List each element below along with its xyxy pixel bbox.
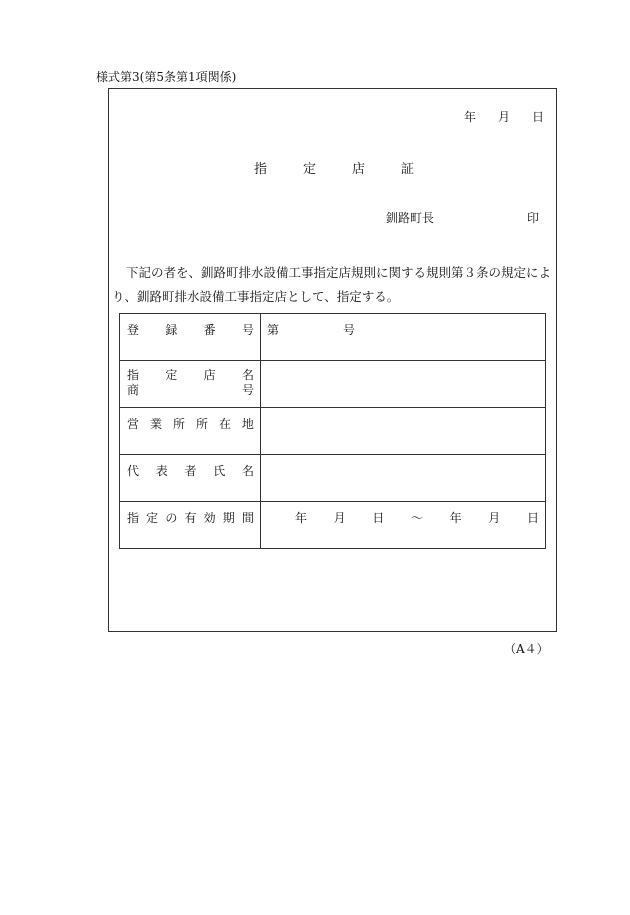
label-char: 名 (241, 464, 254, 478)
label-char: 氏 (213, 464, 226, 478)
form-number: 様式第3(第5条第1項関係) (96, 70, 237, 84)
page-size-note: （A４） (504, 642, 549, 656)
label-char: 登 (127, 323, 140, 337)
label-char: 定 (146, 511, 159, 525)
representative-label (120, 455, 261, 502)
period-char: 月 (488, 511, 501, 525)
date-day: 日 (531, 110, 544, 124)
label-char: 有 (184, 511, 197, 525)
validity-period-value (261, 502, 546, 549)
label-char: 期 (222, 511, 235, 525)
label-char: 者 (184, 464, 197, 478)
label-char: 店 (203, 368, 216, 382)
number-prefix: 第 (267, 323, 280, 337)
label-char: 代 (127, 464, 140, 478)
label-char: 番 (203, 323, 216, 337)
label-char: 在 (218, 417, 231, 431)
representative-value (261, 455, 546, 502)
date-month: 月 (497, 110, 510, 124)
label-char: 効 (203, 511, 216, 525)
label-char: 地 (241, 417, 254, 431)
table-row (120, 502, 546, 549)
label-char: 指 (127, 368, 140, 382)
store-name-label (120, 361, 261, 408)
label-char: 号 (241, 323, 254, 337)
date-year: 年 (463, 110, 476, 124)
registration-number-label (120, 314, 261, 361)
label-char: 録 (165, 323, 178, 337)
title-char: 定 (303, 162, 317, 177)
issuer: 釧路町長 (386, 211, 435, 225)
table-row (120, 408, 546, 455)
body-text: 下記の者を、釧路町排水設備工事指定店規則に関する規則第３条の規定により、釧路町排水設備工事指定店として、指定する。 (112, 265, 552, 304)
label-char: の (165, 511, 178, 525)
title-char: 店 (352, 162, 366, 177)
table-row (120, 314, 546, 361)
office-location-label (120, 408, 261, 455)
label-char: 名 (241, 368, 254, 382)
label-char: 営 (127, 417, 140, 431)
date-line (464, 108, 544, 125)
period-char: 日 (372, 511, 385, 525)
period-char: ～ (410, 511, 423, 525)
table-row (120, 361, 546, 408)
label-char: 所 (195, 417, 208, 431)
label-char: 号 (241, 383, 254, 397)
certificate-title (254, 158, 450, 177)
office-location-value (261, 408, 546, 455)
label-char: 商 (127, 383, 140, 397)
period-char: 月 (333, 511, 346, 525)
period-char: 日 (526, 511, 539, 525)
seal-mark: 印 (527, 211, 540, 225)
label-char: 定 (165, 368, 178, 382)
title-char: 証 (401, 162, 415, 177)
label-char: 所 (172, 417, 185, 431)
certificate-table (119, 313, 546, 549)
period-char: 年 (295, 511, 308, 525)
table-row (120, 455, 546, 502)
label-char: 間 (241, 511, 254, 525)
registration-number-value (261, 314, 546, 361)
title-char: 指 (254, 162, 268, 177)
store-name-value (261, 361, 546, 408)
label-char: 表 (155, 464, 168, 478)
validity-period-label (120, 502, 261, 549)
period-char: 年 (449, 511, 462, 525)
label-char: 指 (127, 511, 140, 525)
label-char: 業 (149, 417, 162, 431)
number-suffix: 号 (343, 323, 356, 337)
